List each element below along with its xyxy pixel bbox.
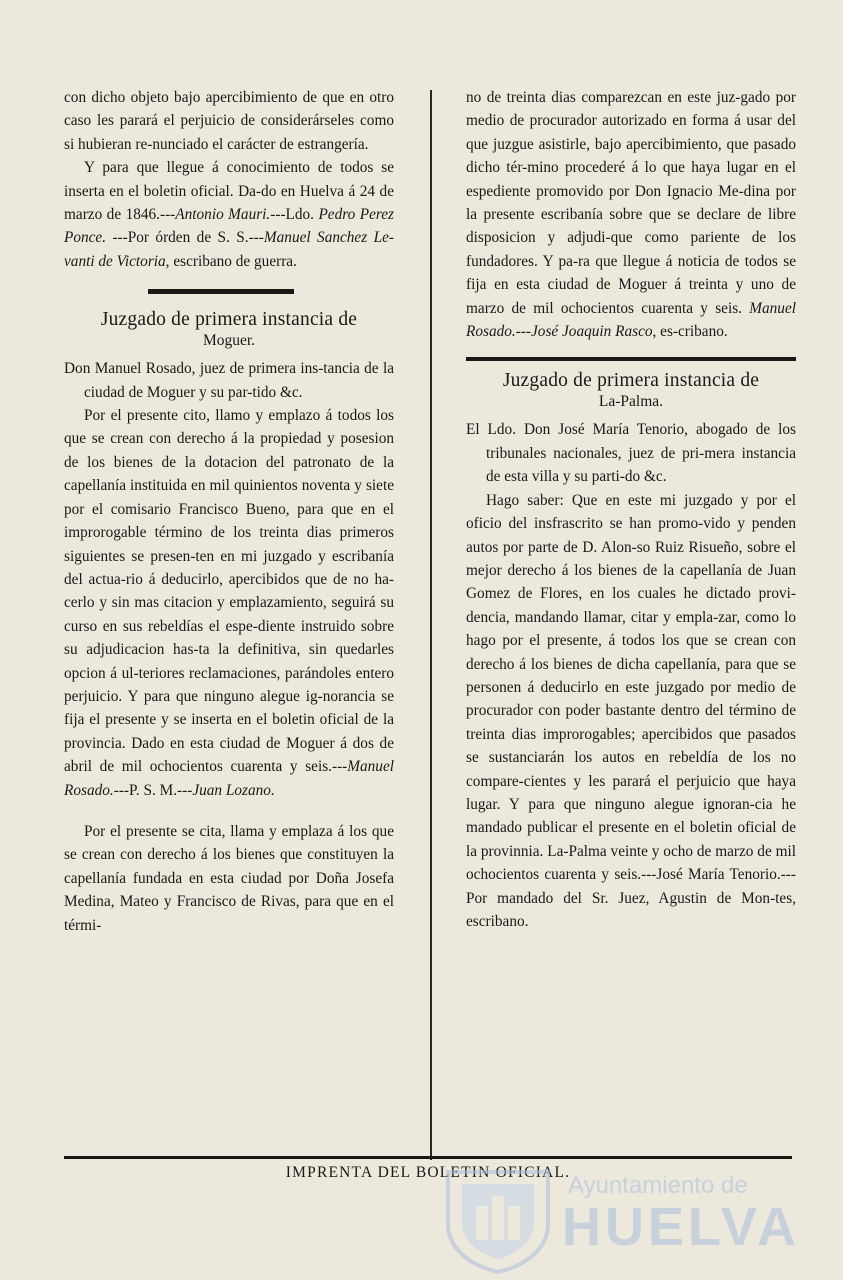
shield-icon — [438, 1166, 558, 1274]
footer-rule — [64, 1156, 792, 1159]
signature-rosado: Manuel Rosado. — [466, 299, 796, 341]
watermark-line1: Ayuntamiento de — [568, 1172, 748, 1199]
edict-body-moguer: Por el presente cito, llamo y emplazo á todos los que se crean con derecho á la propiedad y posesion de los bienes de la dotacion del patronato de la capellanía instituida en mil quinientos noventa y siete por el comisario Francisco Bueno, para que en el improrogable término de los treinta dias primeros siguientes se presen-ten en mi juzgado y escribanía del actua-rio á deducirlo, apercibidos que de no ha-cerlo y sin mas citacion y emplazamiento, seguirá su curso en sus rebeldías el espe-diente instruido sobre su adjudicacion has-ta la definitiva, sin quedarles opcion á ul-teriores reclamaciones, parándoles entero perjuicio. Y para que ninguno alegue ig-norancia se fija el presente y se inserta en el boletin oficial de la provincia. Dado en esta ciudad de Moguer á dos de abril de mil ochocientos cuarenta y seis.---Manuel Rosado.---P. S. M.---Juan Lozano. — [64, 407, 394, 799]
left-column — [64, 86, 394, 937]
section-title: Juzgado de primera instancia de — [100, 309, 358, 331]
signature-mauri: Antonio Mauri. — [175, 206, 271, 224]
edict-body-lapalma: Hago saber: Que en este mi juzgado y por el oficio del insfrascrito se han promo-vido y penden autos por parte de D. Alon-so Ruiz Risueño, sobre el mejor derecho á los bienes de la capellanía de Juan Gomez de Flores, en los cuales he dictado provi-dencia, mandando llamar, citar y empla-zar, como lo hago por el presente, á todos los que se crean con derecho á los bienes de dicha capellanía, para que se personen á deducirlo en este juzgado por medio de procurador con poder bastante dentro del término de treinta dias improrogables; apercibidos que pasados se sustanciarán los autos en rebeldía de los no compare-cientes y les parará el perjuicio que haya lugar. Y para que ninguno alegue ignoran-cia he mandado publicar el presente en el boletin oficial de la provinnia. La-Palma veinte y ocho de marzo de mil ochocientos cuarenta y seis.---José María Tenorio.--- Por mandado del Sr. Juez, Agustin de Mon-tes, escribano. — [466, 491, 796, 930]
edict-intro-lapalma: El Ldo. Don José María Tenorio, abogado de los tribunales nacionales, juez de pri-mera instancia de esta villa y su parti-do &c. — [466, 421, 796, 486]
signature-perez-ponce: Pedro Perez Ponce. — [64, 206, 394, 247]
section-heading-lapalma — [466, 369, 796, 412]
section-subtitle: La-Palma. — [598, 393, 664, 411]
signature-lozano: Juan Lozano. — [192, 781, 275, 799]
signature-rosado: Manuel Rosado. — [64, 758, 394, 799]
column-divider — [430, 90, 432, 1160]
paragraph-huelva: Y para que llegue á conocimiento de todos se inserta en el boletin oficial. Da-do en Huelva á 24 de marzo de 1846.---Antonio Mauri.---Ldo. Pedro Perez Ponce. ---Por órden de S. S.---Manuel Sanchez Le-vanti de Victoria, escribano de guerra. — [64, 159, 394, 270]
signature-sanchez-levanti: Manuel Sanchez Le-vanti de Victoria — [64, 229, 394, 270]
paragraph-cita: Por el presente se cita, llama y emplaza á los que se crean con derecho á los bienes que constituyen la capellanía fundada en esta ciudad por Doña Josefa Medina, Mateo y Francisco de Rivas, para que en el térmi- — [64, 822, 394, 934]
watermark-line2: HUELVA — [562, 1197, 800, 1257]
paragraph-cita-continuation: no de treinta dias comparezcan en este juz-gado por medio de procurador autorizado en forma á usar del que juzgue asistirle, bajo apercibimiento, que pasado dicho tér-mino procederé á lo que haya lugar en el espediente promovido por Don Ignacio Me-dina por la presente escribanía sobre que se declare de libre disposicion y adjudi-que como pariente de los fundadores. Y pa-ra que llegue á noticia de todos se fija en esta ciudad de Moguer á treinta y uno de marzo de mil ochocientos cuarenta y seis. Manuel Rosado.---José Joaquin Rasco, es-cribano. — [466, 89, 796, 341]
section-title: Juzgado de primera instancia de — [502, 370, 760, 392]
signature-rasco: José Joaquin Rasco — [531, 323, 653, 341]
section-heading-moguer — [64, 308, 394, 351]
section-subtitle: Moguer. — [202, 332, 256, 350]
paragraph-continuation: con dicho objeto bajo apercibimiento de que en otro caso les parará el perjuicio de considerárseles como si hubieran re-nunciado el carácter de estrangería. — [64, 89, 394, 153]
imprint-line: IMPRENTA DEL BOLETIN OFICIAL. — [285, 1164, 571, 1181]
edict-intro-moguer: Don Manuel Rosado, juez de primera ins-tancia de la ciudad de Moguer y su par-tido &c. — [64, 360, 394, 401]
section-divider — [466, 357, 796, 361]
watermark-logo — [438, 1166, 800, 1274]
right-column — [466, 86, 796, 933]
section-divider — [148, 289, 294, 294]
